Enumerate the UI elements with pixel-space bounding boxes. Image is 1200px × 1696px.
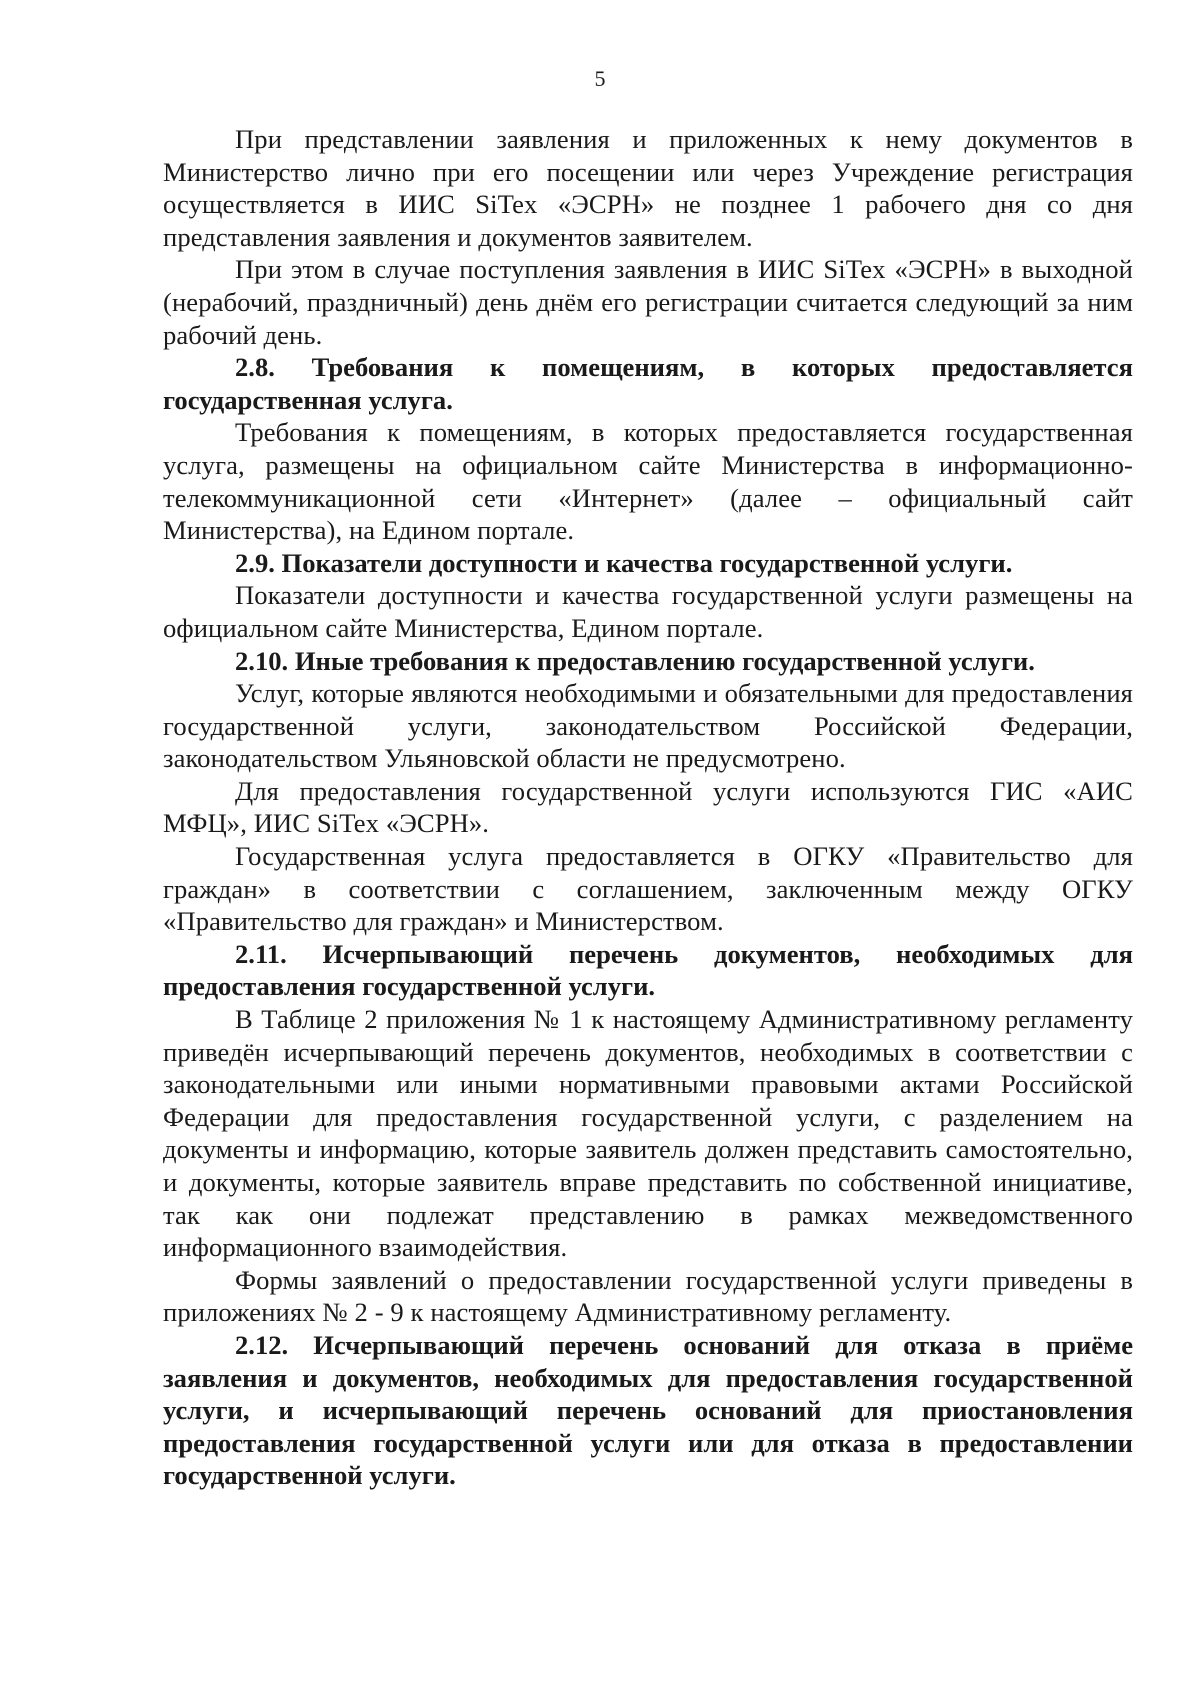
paragraph-information-systems: Для предоставления государственной услуги используются ГИС «АИС МФЦ», ИИС SiTex «ЭСРН».: [163, 775, 1133, 839]
paragraph-premises-requirements: Требования к помещениям, в которых предоставляется государственная услуга, размещены на официальном сайте Министерства в информационно-телекоммуникационной сети «Интернет» (далее – официальный сайт Министерства), на Едином портале.: [163, 417, 1133, 546]
section-heading-2-8: 2.8. Требования к помещениям, в которых предоставляется государственная услуга.: [163, 352, 1133, 415]
document-body: [163, 123, 1133, 1492]
paragraph-weekend-registration: При этом в случае поступления заявления в ИИС SiTex «ЭСРН» в выходной (нерабочий, праздничный) день днём его регистрации считается следующий за ним рабочий день.: [163, 254, 1133, 350]
paragraph-documents-list: В Таблице 2 приложения № 1 к настоящему Административному регламенту приведён исчерпывающий перечень документов, необходимых в соответствии с законодательными или иными нормативными правовыми актами Российской Федерации для предоставления государственной услуги, с разделением на документы и информацию, которые заявитель должен представить самостоятельно, и документы, которые заявитель вправе представить по собственной инициативе, так как они подлежат представлению в рамках межведомственного информационного взаимодействия.: [163, 1004, 1133, 1263]
paragraph-required-services: Услуг, которые являются необходимыми и обязательными для предоставления государственной услуги, законодательством Российской Федерации, законодательством Ульяновской области не предусмотрено.: [163, 678, 1133, 774]
section-heading-2-12: 2.12. Исчерпывающий перечень оснований для отказа в приёме заявления и документов, необходимых для предоставления государственной услуги, и исчерпывающий перечень оснований для приостановления предоставления государственной услуги или для отказа в предоставлении государственной услуги.: [163, 1329, 1133, 1491]
page-number: 5: [594, 66, 606, 91]
paragraph-accessibility-indicators: Показатели доступности и качества государственной услуги размещены на официальном сайте Министерства, Едином портале.: [163, 580, 1133, 643]
paragraph-provider-agreement: Государственная услуга предоставляется в ОГКУ «Правительство для граждан» в соответствии с соглашением, заключенным между ОГКУ «Правительство для граждан» и Министерством.: [163, 841, 1133, 937]
section-heading-2-10: 2.10. Иные требования к предоставлению государственной услуги.: [235, 645, 1035, 676]
section-heading-2-9: 2.9. Показатели доступности и качества государственной услуги.: [235, 547, 1013, 578]
section-heading-2-11: 2.11. Исчерпывающий перечень документов, необходимых для предоставления государственной услуги.: [163, 938, 1133, 1002]
paragraph-registration: При представлении заявления и приложенных к нему документов в Министерство лично при его посещении или через Учреждение регистрация осуществляется в ИИС SiTex «ЭСРН» не позднее 1 рабочего дня со дня представления заявления и документов заявителем.: [163, 124, 1133, 252]
paragraph-application-forms: Формы заявлений о предоставлении государственной услуги приведены в приложениях № 2 - 9 к настоящему Административному регламенту.: [163, 1264, 1133, 1328]
